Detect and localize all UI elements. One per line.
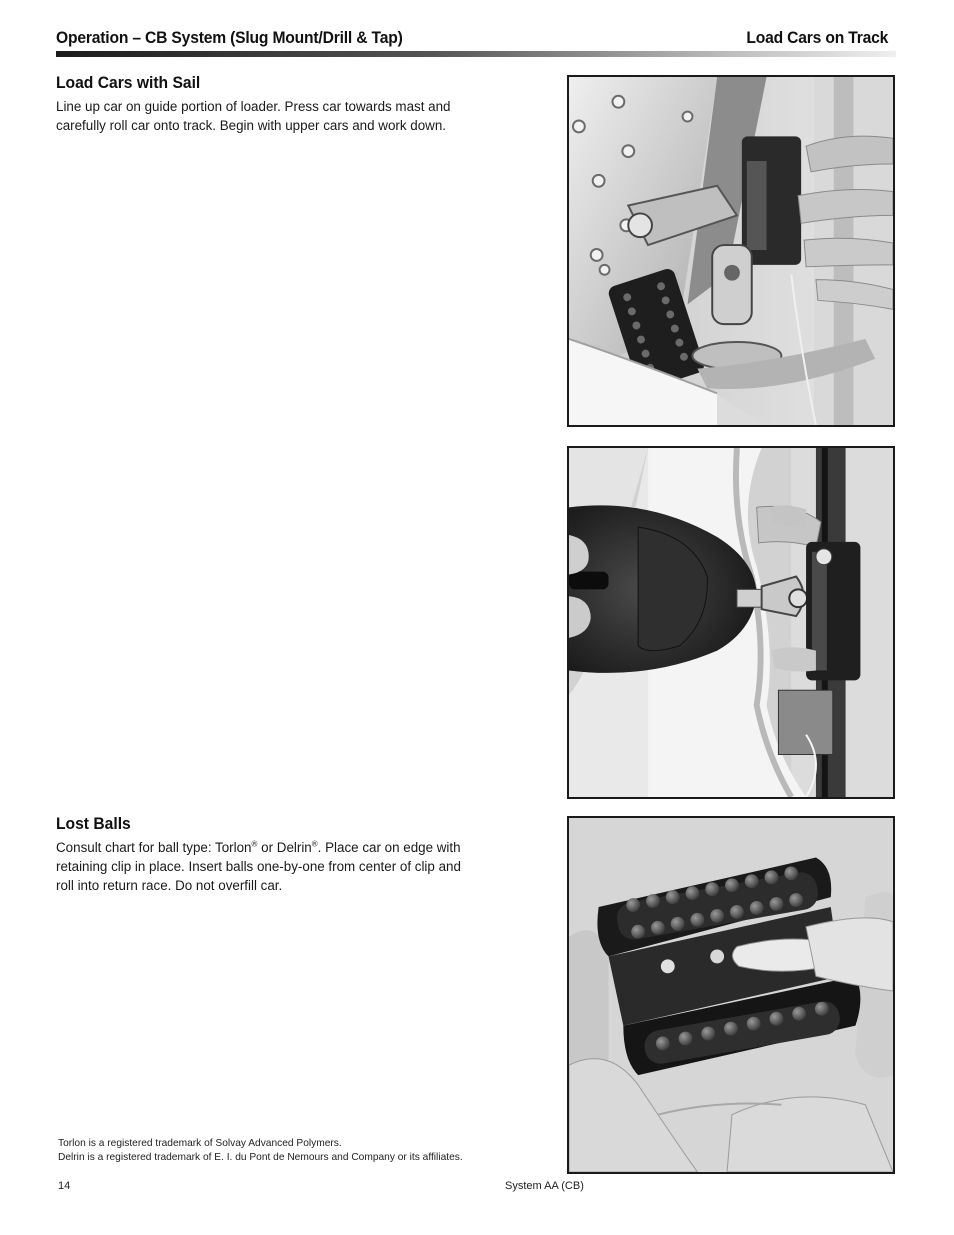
lost-balls-line-2: retaining clip in place. Insert balls one-by-one from center of clip and <box>56 859 461 874</box>
lost-balls-line-1 <box>56 838 496 857</box>
ball-type-text-delrin: or Delrin <box>257 840 312 855</box>
registered-mark-torlon: ® <box>251 839 258 849</box>
ball-instruction-text: . Place car on edge with <box>317 840 461 855</box>
photo-car-onto-track <box>567 446 895 799</box>
lost-balls-line-3: roll into return race. Do not overfill car. <box>56 878 283 893</box>
footnote-torlon-trademark: Torlon is a registered trademark of Solvay Advanced Polymers. <box>58 1138 342 1149</box>
header-page-topic: Load Cars on Track <box>746 28 888 47</box>
load-cars-line-2: carefully roll car onto track. Begin with upper cars and work down. <box>56 118 446 133</box>
lost-balls-paragraph <box>56 838 496 895</box>
load-cars-heading: Load Cars with Sail <box>56 73 201 92</box>
page-number: 14 <box>58 1180 71 1192</box>
photo-inserting-balls-illustration <box>569 818 893 1172</box>
load-cars-line-1: Line up car on guide portion of loader. Press car towards mast and <box>56 99 451 114</box>
ball-type-text: Consult chart for ball type: Torlon <box>56 840 252 855</box>
photo-inserting-balls <box>567 816 895 1174</box>
document-identifier: System AA (CB) <box>505 1180 584 1192</box>
photo-car-on-loader <box>567 75 895 427</box>
photo-car-onto-track-illustration <box>569 448 893 797</box>
registered-mark-delrin: ® <box>311 839 318 849</box>
photo-car-on-loader-illustration <box>569 77 893 425</box>
load-cars-paragraph <box>56 97 496 135</box>
header-section-title: Operation – CB System (Slug Mount/Drill & Tap) <box>56 28 403 47</box>
header-gradient-rule <box>56 51 896 57</box>
footnote-delrin-trademark: Delrin is a registered trademark of E. I. du Pont de Nemours and Company or its affiliates. <box>58 1152 463 1163</box>
lost-balls-heading: Lost Balls <box>56 814 131 833</box>
